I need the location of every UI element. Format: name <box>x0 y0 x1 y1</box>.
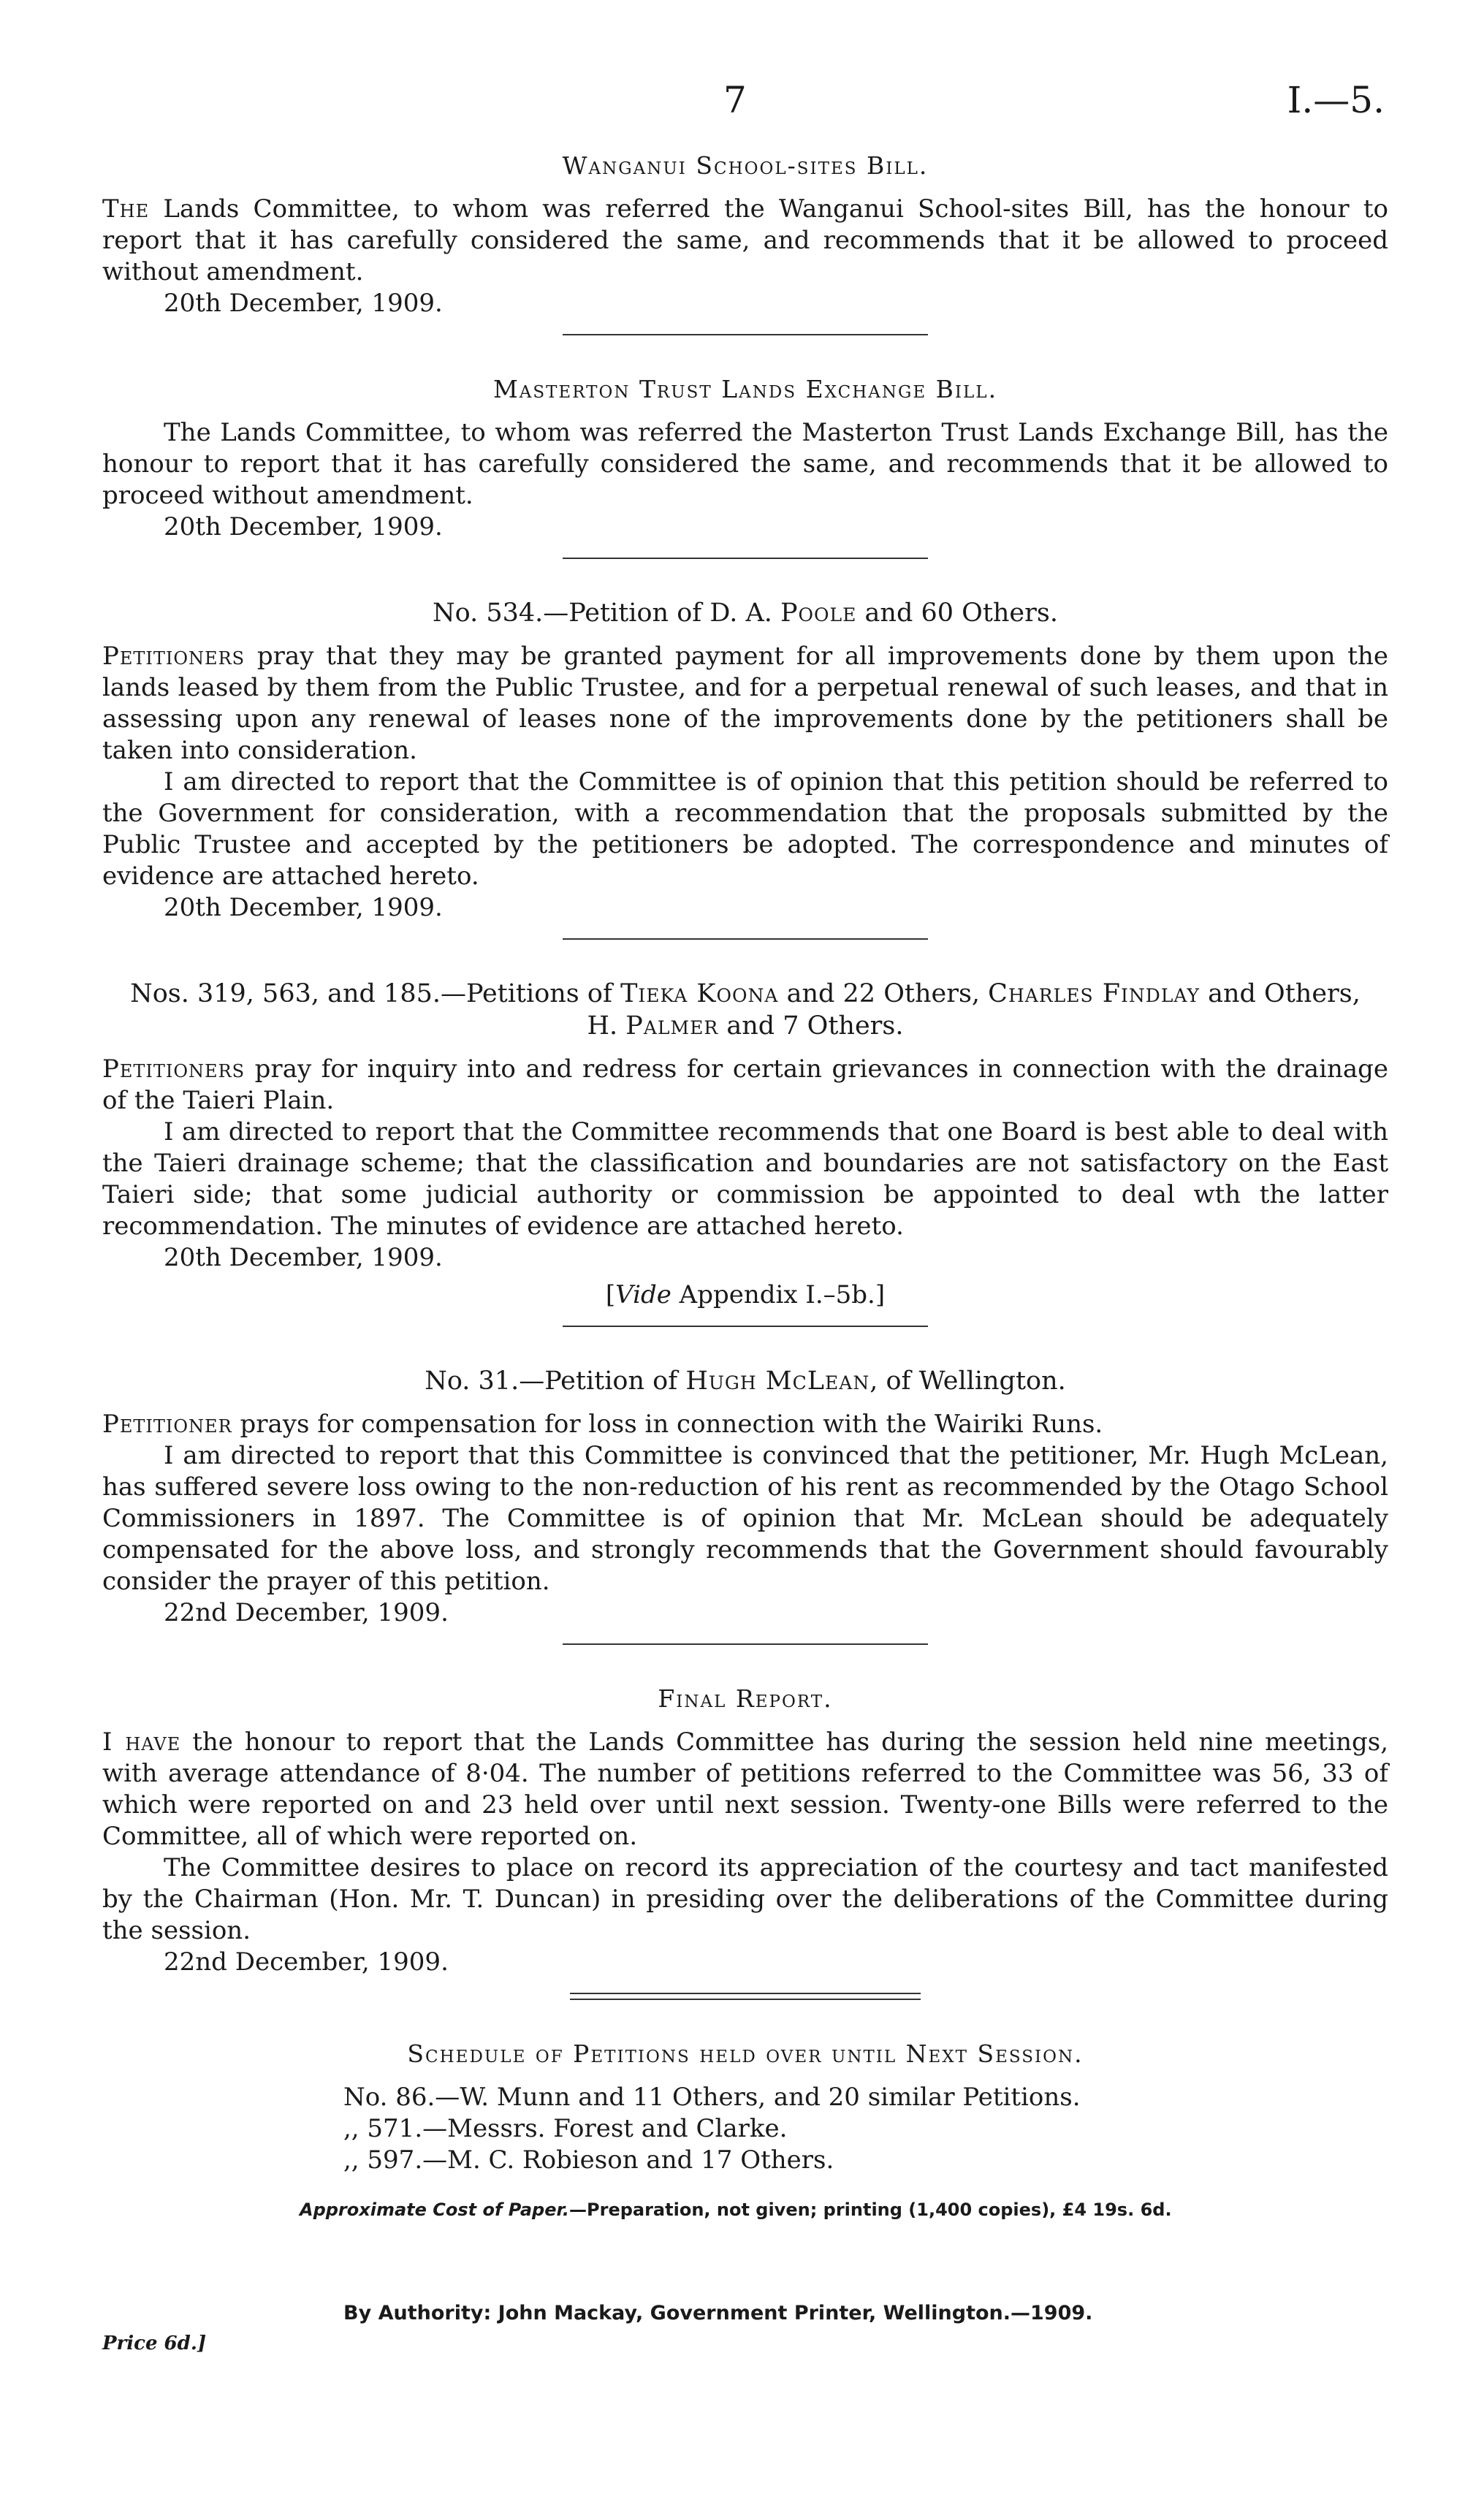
section-divider <box>563 1326 928 1327</box>
section-title: No. 31.—Petition of Hugh McLean, of Wellington. <box>425 1366 1066 1396</box>
section-date: 22nd December, 1909. <box>164 1947 449 1977</box>
cost-of-paper: Approximate Cost of Paper.—Preparation, not given; printing (1,400 copies), £4 19s. 6d. <box>300 2200 1172 2220</box>
section-title: Nos. 319, 563, and 185.—Petitions of Tieka Koona and 22 Others, Charles Findlay and Others, H. Palmer and 7 Others. <box>130 979 1361 1041</box>
schedule-title: Schedule of Petitions held over until Next Session. <box>407 2039 1084 2068</box>
section-divider <box>563 938 928 940</box>
section-petition-31 <box>102 1365 1388 1645</box>
printer-authority: By Authority: John Mackay, Government Printer, Wellington.—1909. <box>343 2302 1093 2324</box>
schedule-item: No. 86.—W. Munn and 11 Others, and 20 similar Petitions. <box>343 2083 1081 2112</box>
section-divider <box>563 558 928 559</box>
section-paragraph: The Lands Committee, to whom was referred the Masterton Trust Lands Exchange Bill, has the honour to report that it has carefully considered the same, and recommends that it be allowed to proceed without amendment. <box>102 418 1388 510</box>
schedule-section <box>102 2038 1388 2176</box>
section-paragraph: The Committee desires to place on record its appreciation of the courtesy and tact manifested by the Chairman (Hon. Mr. T. Duncan) in presiding over the deliberations of the Committee during the session. <box>102 1853 1388 1945</box>
section-divider <box>563 1643 928 1645</box>
section-date: 20th December, 1909. <box>164 289 443 318</box>
section-title: Masterton Trust Lands Exchange Bill. <box>492 375 998 403</box>
section-paragraph: Petitioners pray for inquiry into and redress for certain grievances in connection with the drainage of the Taieri Plain. <box>102 1054 1388 1115</box>
section-title: Wanganui School-sites Bill. <box>562 151 929 180</box>
appendix-reference: [Vide Appendix I.–5b.] <box>605 1280 886 1309</box>
section-date: 20th December, 1909. <box>164 1243 443 1272</box>
section-paragraph: Petitioner prays for compensation for loss in connection with the Wairiki Runs. <box>102 1410 1103 1439</box>
section-paragraph: The Lands Committee, to whom was referred the Wanganui School-sites Bill, has the honour to report that it has carefully considered the same, and recommends that it be allowed to proceed without amendment. <box>102 194 1389 286</box>
document-body <box>102 150 1388 2176</box>
section-paragraph: I am directed to report that the Committee recommends that one Board is best able to deal with the Taieri drainage scheme; that the classification and boundaries are not satisfactory on the East Taieri side; that some judicial authority or commission be appointed to deal wth the latter recommendation. The minutes of evidence are attached hereto. <box>102 1117 1388 1241</box>
section-paragraph: I am directed to report that the Committee is of opinion that this petition should be referred to the Government for consideration, with a recommendation that the proposals submitted by the Public Trustee and accepted by the petitioners be adopted. The correspondence and minutes of evidence are attached hereto. <box>102 767 1388 891</box>
section-date: 20th December, 1909. <box>164 893 443 922</box>
section-divider <box>563 334 928 335</box>
schedule-item: ,, 597.—M. C. Robieson and 17 Others. <box>343 2145 834 2175</box>
section-wanganui-bill <box>102 150 1388 335</box>
document-reference: I.—5. <box>1287 79 1385 121</box>
schedule-item: ,, 571.—Messrs. Forest and Clarke. <box>343 2114 788 2143</box>
section-petitions-319-563-185 <box>102 978 1388 1327</box>
schedule-list <box>343 2082 1388 2176</box>
section-masterton-bill <box>102 373 1388 559</box>
section-petition-534 <box>102 597 1388 940</box>
double-divider <box>570 1993 921 2000</box>
section-paragraph: Petitioners pray that they may be granted payment for all improvements done by them upon the lands leased by them from the Public Trustee, and for a perpetual renewal of such leases, and that in assessing upon any renewal of leases none of the improvements done by the petitioners shall be taken into consideration. <box>102 642 1388 765</box>
page-header <box>0 79 1484 130</box>
section-date: 22nd December, 1909. <box>164 1598 449 1627</box>
page-number: 7 <box>723 79 747 121</box>
section-title: No. 534.—Petition of D. A. Poole and 60 Others. <box>433 598 1058 628</box>
section-paragraph: I am directed to report that this Committee is convinced that the petitioner, Mr. Hugh McLean, has suffered severe loss owing to the non-reduction of his rent as recommended by the Otago School Commissioners in 1897. The Committee is of opinion that Mr. McLean should be adequately compensated for the above loss, and strongly recommends that the Government should favourably consider the prayer of this petition. <box>102 1441 1388 1596</box>
section-final-report <box>102 1683 1388 2000</box>
price-label: Price 6d.] <box>102 2333 207 2354</box>
section-title: Final Report. <box>658 1684 833 1713</box>
section-paragraph: I have the honour to report that the Lands Committee has during the session held nine meetings, with average attendance of 8·04. The number of petitions referred to the Committee was 56, 33 of which were reported on and 23 held over until next session. Twenty-one Bills were referred to the Committee, all of which were reported on. <box>102 1727 1389 1851</box>
section-date: 20th December, 1909. <box>164 512 443 541</box>
